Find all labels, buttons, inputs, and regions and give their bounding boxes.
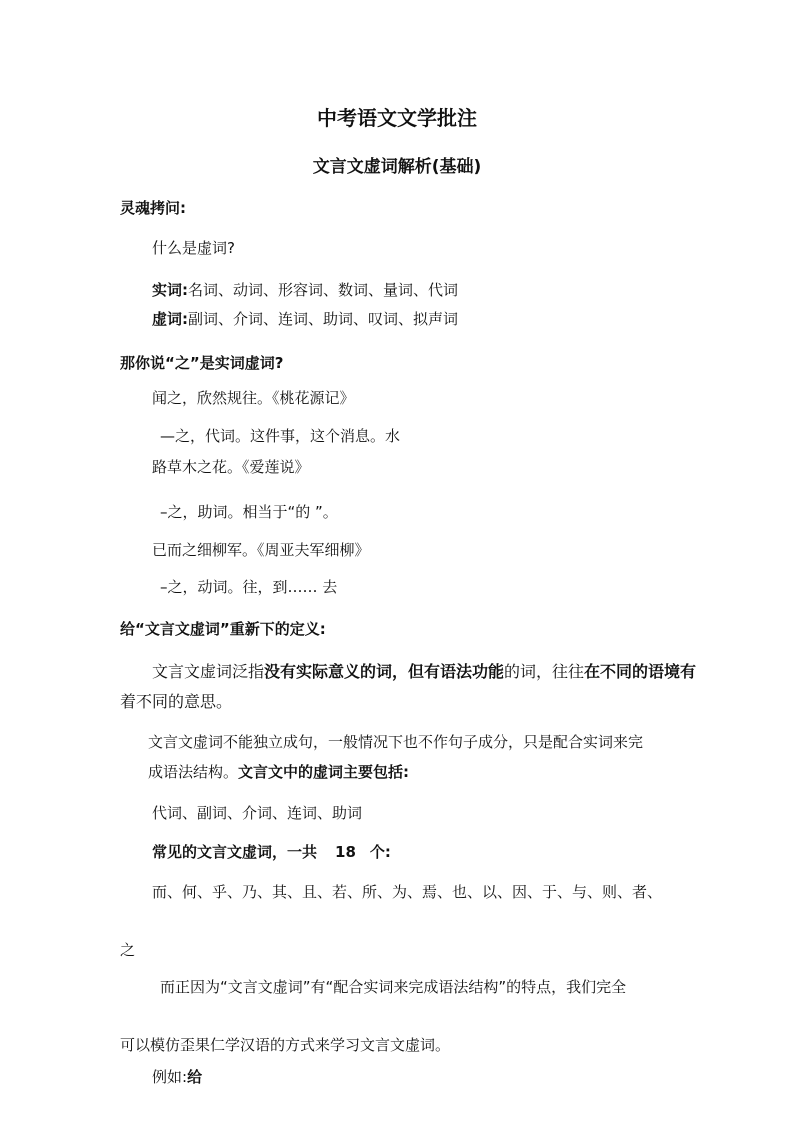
page-title: 中考语文文学批注 bbox=[317, 106, 477, 130]
function-word-list-last: 之 bbox=[120, 941, 136, 959]
imitation-paragraph-line-2: 可以模仿歪果仁学汉语的方式来学习文言文虚词。 bbox=[120, 1036, 451, 1054]
definition-emphasis: 在不同的语境有 bbox=[584, 662, 697, 681]
xuci-text: 副词、介词、连词、助词、叹词、拟声词 bbox=[188, 310, 459, 328]
common-label: 常见的文言文虚词，一共 bbox=[152, 843, 318, 861]
example-3-note: –之，动词。往，到…… 去 bbox=[160, 578, 338, 596]
shici-text: 名词、动词、形容词、数词、量词、代词 bbox=[188, 281, 459, 299]
example-word: 给 bbox=[187, 1068, 203, 1086]
shici-label: 实词: bbox=[152, 281, 188, 299]
grammar-emphasis: 文言文中的虚词主要包括: bbox=[238, 763, 410, 781]
common-count: 18 bbox=[335, 843, 356, 861]
definition-text: 文言文虚词泛指 bbox=[152, 662, 265, 681]
example-1-text: 闻之，欣然规往。《桃花源记》 bbox=[152, 389, 355, 407]
definition-paragraph-line-2: 着不同的意思。 bbox=[120, 692, 233, 711]
example-intro bbox=[152, 1067, 202, 1087]
definition-paragraph-line-1 bbox=[152, 662, 696, 682]
example-label: 例如: bbox=[152, 1068, 188, 1086]
example-3-text: 已而之细柳军。《周亚夫军细柳》 bbox=[152, 541, 370, 559]
definition-text: 的词，往往 bbox=[504, 662, 585, 681]
question-text: 什么是虚词? bbox=[152, 239, 235, 257]
example-1-note: —之，代词。这件事，这个消息。水 bbox=[160, 427, 401, 445]
section-heading-soul-question: 灵魂拷问: bbox=[120, 199, 186, 217]
section-heading-definition: 给“文言文虚词”重新下的定义: bbox=[120, 620, 326, 638]
example-2-note: –之，助词。相当于“的 ”。 bbox=[160, 503, 338, 521]
shici-definition bbox=[152, 280, 458, 300]
xuci-definition bbox=[152, 309, 458, 329]
imitation-paragraph-line-1: 而正因为“文言文虚词”有“配合实词来完成语法结构”的特点，我们完全 bbox=[160, 978, 627, 996]
grammar-paragraph-line-2 bbox=[148, 762, 409, 782]
grammar-paragraph-line-1: 文言文虚词不能独立成句，一般情况下也不作句子成分，只是配合实词来完 bbox=[148, 733, 644, 751]
section-heading-zhi: 那你说“之”是实词虚词? bbox=[120, 354, 284, 372]
function-word-types: 代词、副词、介词、连词、助词 bbox=[152, 804, 363, 822]
example-2-text: 路草木之花。《爱莲说》 bbox=[152, 458, 310, 476]
grammar-text: 成语法结构。 bbox=[148, 763, 239, 781]
common-unit: 个: bbox=[369, 843, 391, 861]
page-subtitle: 文言文虚词解析(基础) bbox=[312, 157, 482, 177]
common-count-line bbox=[152, 842, 391, 862]
function-word-list: 而、何、乎、乃、其、且、若、所、为、焉、也、以、因、于、与、则、者、 bbox=[152, 883, 663, 901]
xuci-label: 虚词: bbox=[152, 310, 188, 328]
definition-emphasis: 没有实际意义的词，但有语法功能 bbox=[264, 662, 505, 681]
